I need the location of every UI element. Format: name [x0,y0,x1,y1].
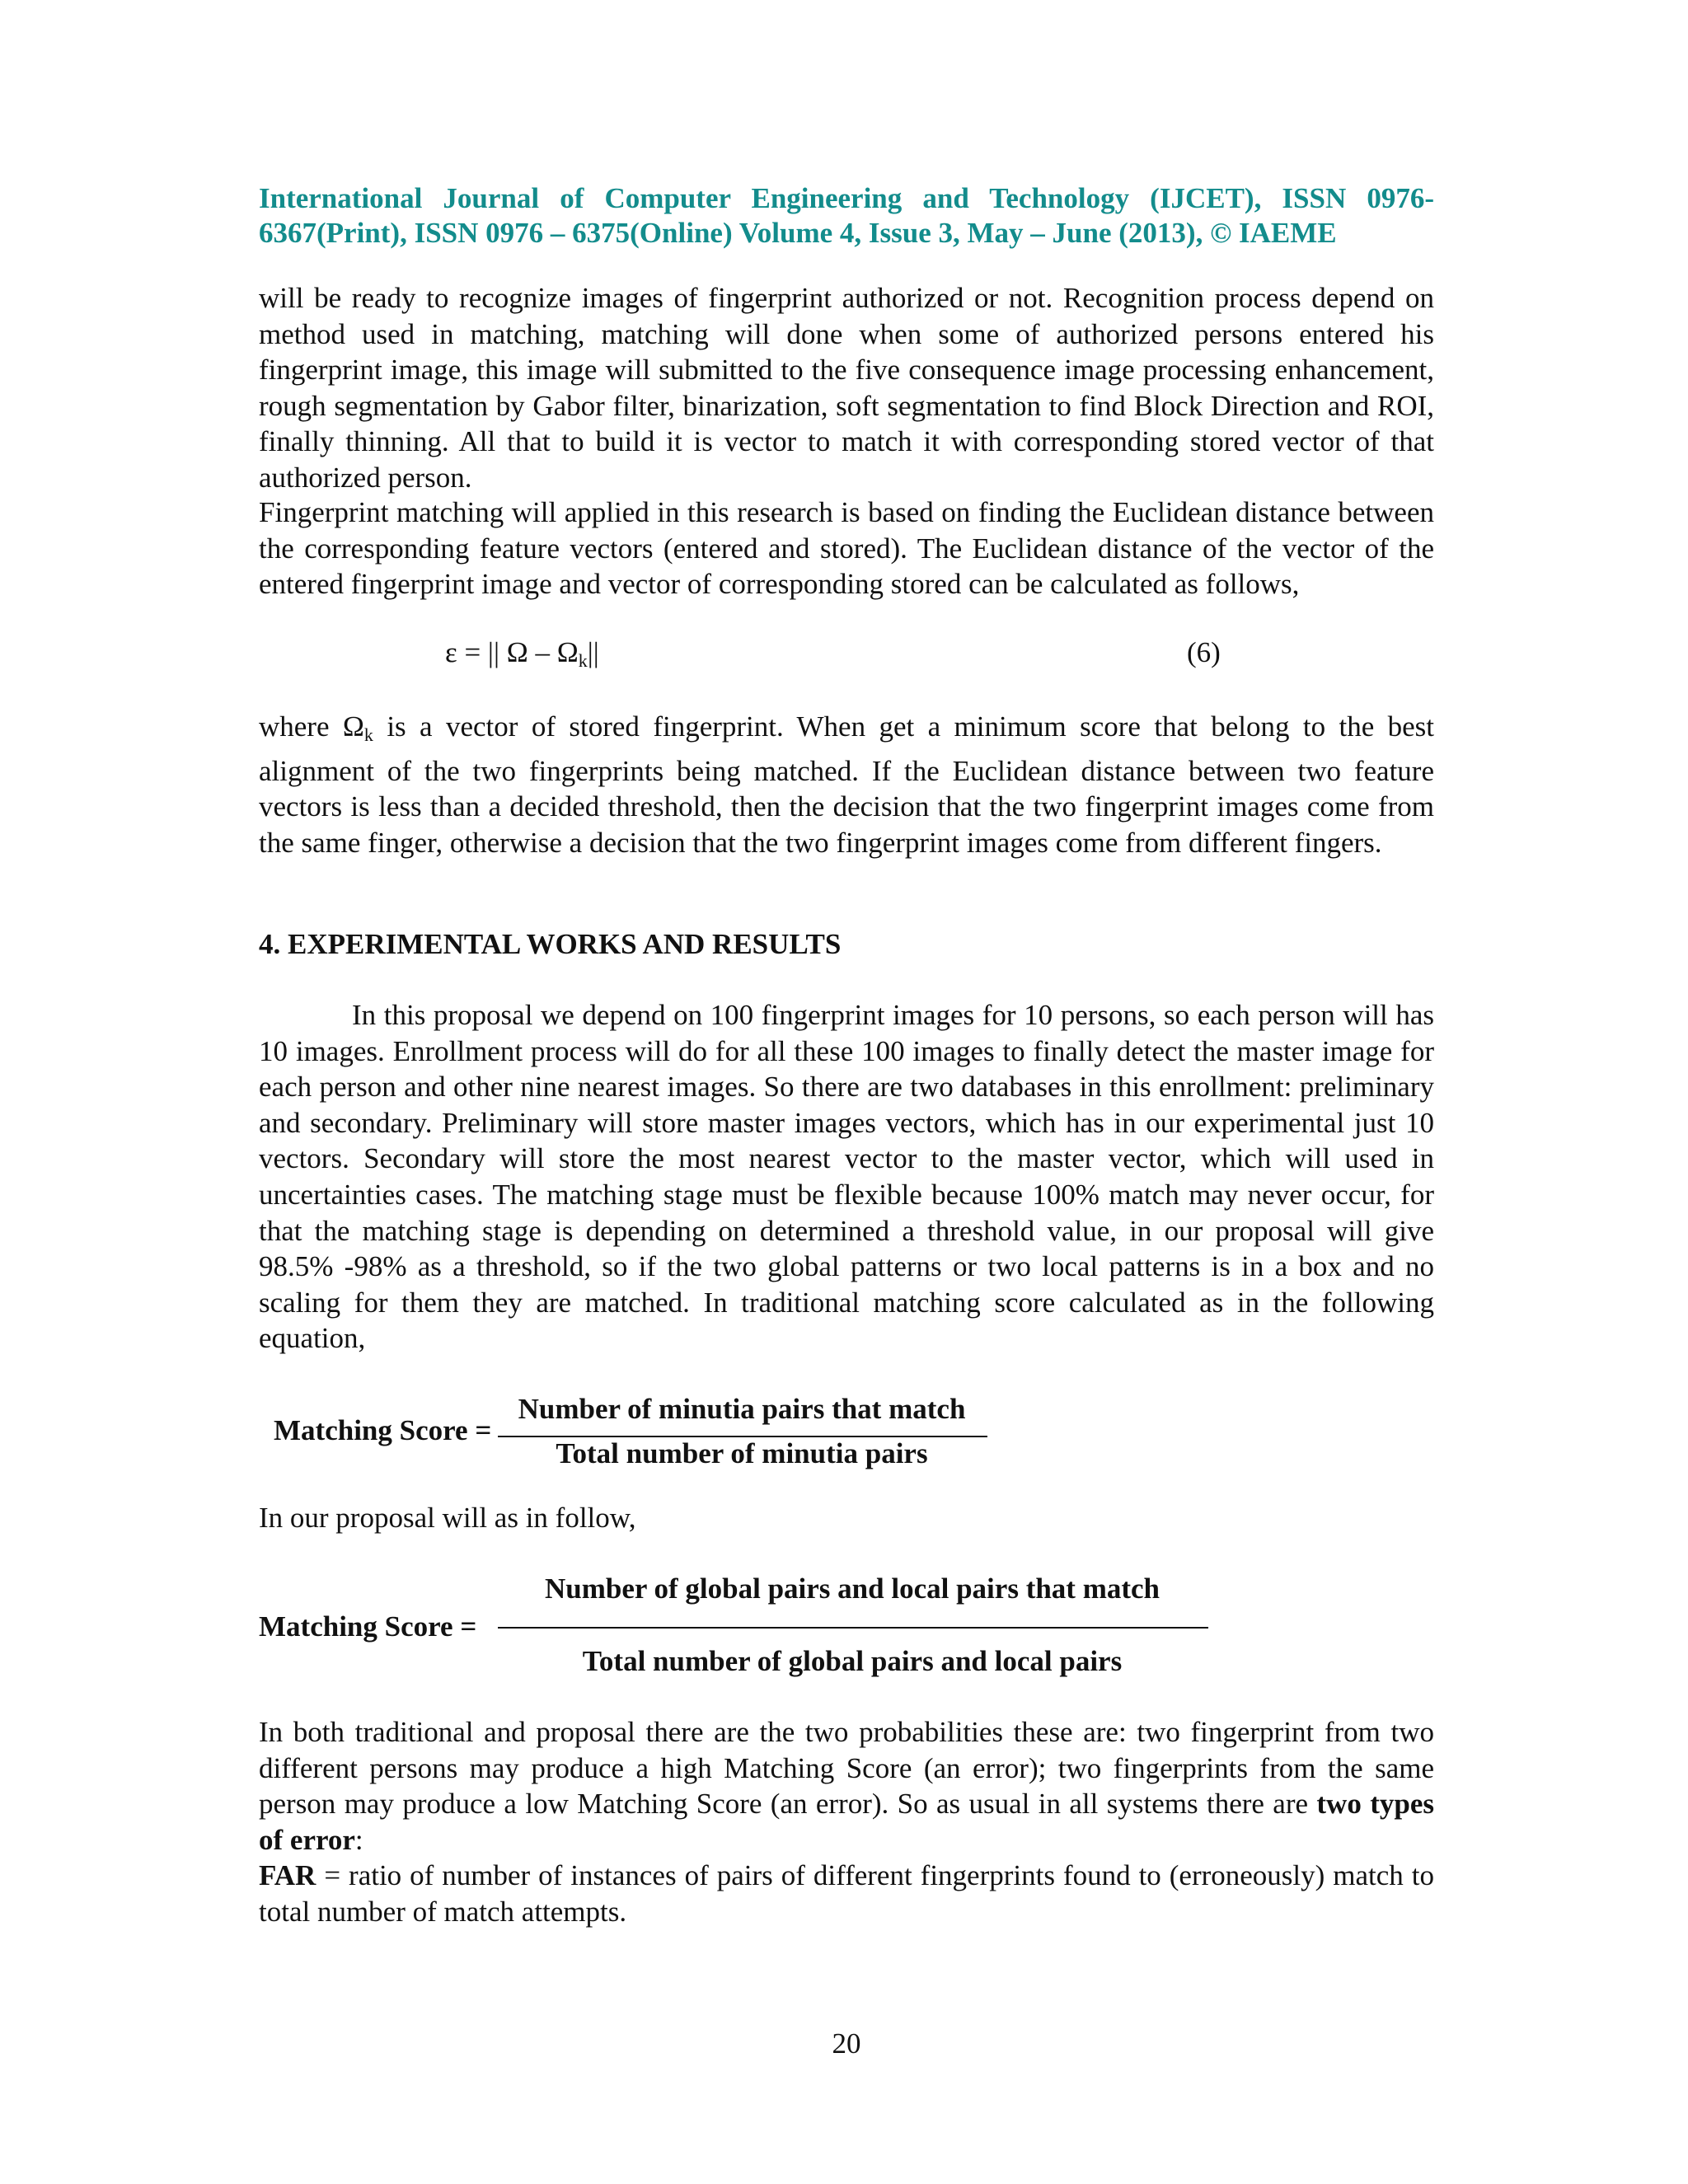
paragraph-euclidean: Fingerprint matching will applied in this research is based on finding the Euclidean distance between the corresponding feature vectors (entered and stored). The Euclidean distance of the vector of the entered fingerprint image and vector of corresponding stored can be calculated as follows, [259,496,1434,601]
omega-prefix: where Ω [259,710,364,743]
equation-6 [445,636,599,672]
paragraph-far [259,1858,1434,1929]
formula1-numerator: Number of minutia pairs that match [518,1393,966,1425]
section-heading: 4. EXPERIMENTAL WORKS AND RESULTS [259,928,842,960]
far-term: FAR [259,1859,316,1891]
equation-6-lhs: ε = || Ω – Ω [445,636,579,668]
equation-6-number: (6) [1187,636,1221,668]
paragraph-errors-end: : [354,1823,363,1856]
paragraph-proposal: In our proposal will as in follow, [259,1502,636,1534]
paragraph-threshold-text: is a vector of stored fingerprint. When get a minimum score that belong to the best alignment of the two fingerprints being matched. If the Euclidean distance between two feature vectors is less than a decided threshold, then the decision that the two fingerprint images come from the same finger, otherwise a decision that the two fingerprint images come from different fingers. [259,710,1435,859]
omega-sub: k [363,724,373,745]
formula1-denominator: Total number of minutia pairs [556,1437,928,1469]
paragraph-recognition: will be ready to recognize images of fingerprint authorized or not. Recognition process depend on method used in matching, matching will done when some of authorized persons entered his fingerprint image, this image will submitted to the five consequence image processing enhancement, rough segmentation by Gabor filter, binarization, soft segmentation to find Block Direction and ROI, finally thinning. All that to build it is vector to match it with corresponding stored vector of that authorized person. [259,282,1434,494]
paragraph-errors-bold: two types of error [259,1788,1434,1856]
paragraph-experiment: In this proposal we depend on 100 fingerprint images for 10 persons, so each person will has 10 images. Enrollment process will do for all these 100 images to finally detect the master image for each person and other nine nearest images. So there are two databases in this enrollment: preliminary and secondary. Preliminary will store master images vectors, which has in our experimental just 10 vectors. Secondary will store the most nearest vector to the master vector, which will used in uncertainties cases. The matching stage must be flexible because 100% match may never occur, for that the matching stage is depending on determined a threshold value, in our proposal will give 98.5% -98% as a threshold, so if the two global patterns or two local patterns is in a box and no scaling for them they are matched. In traditional matching score calculated as in the following equation, [259,999,1434,1355]
formula1-label: Matching Score = [274,1414,492,1446]
equation-6-sub: k [578,650,588,671]
page-number: 20 [832,2027,861,2060]
formula2-fraction-bar [498,1627,1208,1629]
formula2-label: Matching Score = [259,1610,477,1643]
far-definition: = ratio of number of instances of pairs of different fingerprints found to (erroneously) match to total number of match attempts. [259,1859,1434,1928]
paragraph-errors-text: In both traditional and proposal there are the two probabilities these are: two fingerprint from two different persons may produce a high Matching Score (an error); two fingerprints from the same person may produce a low Matching Score (an error). So as usual in all systems there are [259,1716,1434,1821]
formula2-denominator: Total number of global pairs and local pairs [582,1645,1123,1677]
paragraph-threshold [259,709,1434,860]
equation-6-rhs: || [587,636,599,668]
paragraph-errors [259,1714,1434,1858]
formula2-numerator: Number of global pairs and local pairs that match [544,1572,1160,1605]
journal-header: International Journal of Computer Engineering and Technology (IJCET), ISSN 0976-6367(Print), ISSN 0976 – 6375(Online) Volume 4, Issue 3, May – June (2013), © IAEME [259,182,1434,249]
